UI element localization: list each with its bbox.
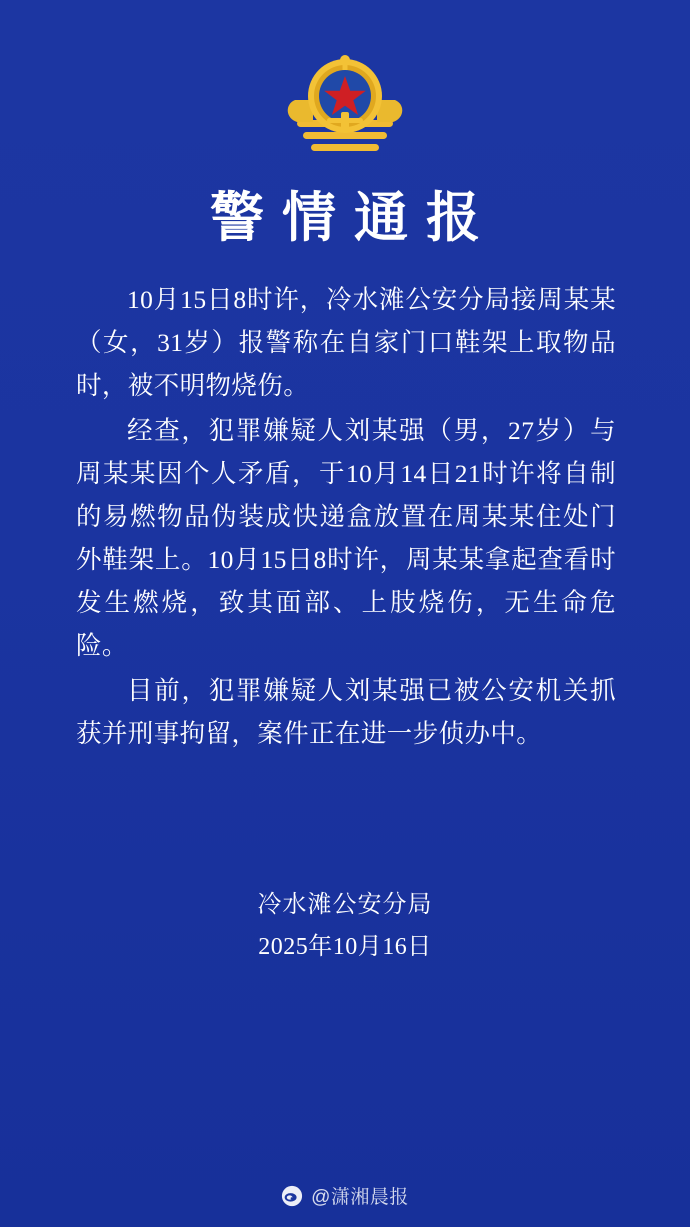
signature-block [0,884,690,968]
notice-paragraph-3: 目前，犯罪嫌疑人刘某强已被公安机关抓获并刑事拘留，案件正在进一步侦办中。 [76,676,616,748]
signature-organization: 冷水滩公安分局 [257,892,433,918]
source-credit [0,1182,690,1209]
notice-paragraph-2: 经查，犯罪嫌疑人刘某强（男，27岁）与周某某因个人矛盾，于10月14日21时许将自制的易燃物品伪装成快递盒放置在周某某住处门外鞋架上。10月15日8时许，周某某拿起查看时发生燃烧，致其面部、上肢烧伤，无生命危险。 [76,416,616,660]
page-title: 警情通报 [210,188,498,248]
notice-paragraph-1: 10月15日8时许，冷水滩公安分局接周某某（女，31岁）报警称在自家门口鞋架上取物品时，被不明物烧伤。 [76,285,616,400]
signature-date: 2025年10月16日 [258,934,432,960]
china-police-emblem-icon [283,52,407,170]
emblem-container [0,52,690,170]
notice-body [76,278,616,757]
weibo-icon [281,1185,303,1207]
source-credit-label: @潇湘晨报 [311,1187,409,1208]
